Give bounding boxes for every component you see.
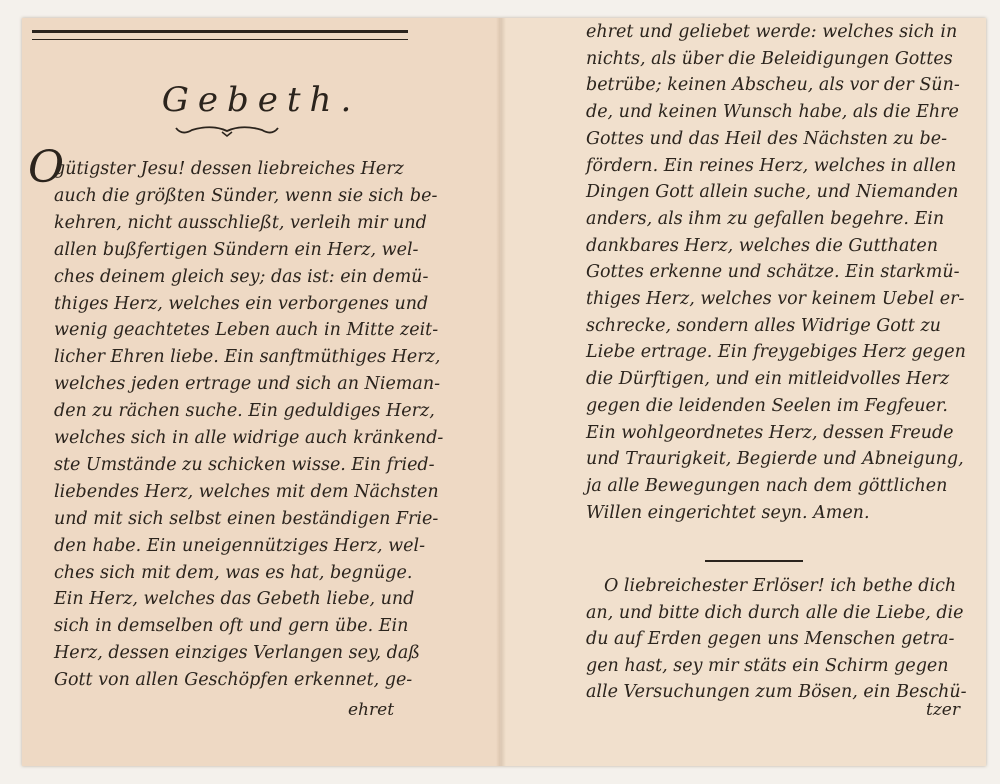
text-line: sich in demselben oft und gern übe. Ein	[54, 616, 409, 637]
text-line: Gottes und das Heil des Nächsten zu be-	[586, 128, 947, 149]
page-fold	[496, 18, 506, 766]
text-line: thiges Herz, welches ein verborgenes und	[54, 293, 429, 314]
text-line: Ein wohlgeordnetes Herz, dessen Freude	[586, 422, 954, 443]
text-line: dankbares Herz, welches die Gutthaten	[586, 235, 939, 256]
text-line: alle Versuchungen zum Bösen, ein Beschü-	[586, 682, 967, 702]
text-line: Willen eingerichtet seyn. Amen.	[586, 502, 870, 523]
right-page	[500, 18, 986, 766]
text-line: nichts, als über die Beleidigungen Gottes	[586, 48, 953, 69]
text-line: gen hast, sey mir stäts ein Schirm gegen	[586, 655, 949, 676]
text-line: O liebreichester Erlöser! ich bethe dich	[604, 576, 957, 596]
text-line: welches jeden ertrage und sich an Nieman-	[54, 374, 441, 395]
text-line: auch die größten Sünder, wenn sie sich be-	[54, 185, 438, 206]
text-line: Dingen Gott allein suche, und Niemanden	[586, 182, 959, 203]
text-line: kehren, nicht ausschließt, verleih mir und	[54, 212, 427, 233]
text-line: ehret und geliebet werde: welches sich in	[586, 22, 958, 42]
section-divider	[705, 560, 803, 562]
text-line: betrübe; keinen Abscheu, als vor der Sün-	[586, 75, 960, 96]
text-line: Liebe ertrage. Ein freygebiges Herz gegen	[586, 342, 966, 363]
left-page	[22, 18, 500, 766]
text-line: ches sich mit dem, was es hat, begnüge.	[54, 562, 413, 583]
header-rule	[32, 30, 408, 40]
text-line: ches deinem gleich sey; das ist: ein demü-	[54, 266, 429, 287]
text-line: Gott von allen Geschöpfen erkennet, ge-	[54, 670, 413, 691]
text-line: an, und bitte dich durch alle die Liebe, die	[586, 602, 964, 623]
text-line: welches sich in alle widrige auch kränkend-	[54, 428, 444, 448]
text-line: thiges Herz, welches vor keinem Uebel er-	[586, 289, 965, 309]
text-line: liebendes Herz, welches mit dem Nächsten	[54, 481, 439, 502]
text-line: Gottes erkenne und schätze. Ein starkmü-	[586, 262, 960, 283]
text-line: anders, als ihm zu gefallen begehre. Ein	[586, 208, 945, 229]
text-line: den habe. Ein uneigennütziges Herz, wel-	[54, 535, 425, 556]
text-line: du auf Erden gegen uns Menschen getra-	[586, 629, 955, 649]
document-sheet	[22, 18, 986, 766]
text-line: und Traurigkeit, Begierde und Abneigung,	[586, 449, 964, 470]
text-line: ja alle Bewegungen nach dem göttlichen	[586, 475, 948, 496]
right-catchword: tzer	[926, 700, 960, 720]
text-line: und mit sich selbst einen beständigen Frie-	[54, 508, 439, 529]
text-line: Ein Herz, welches das Gebeth liebe, und	[54, 589, 415, 610]
page-title: Gebeth.	[161, 80, 361, 120]
text-line: licher Ehren liebe. Ein sanftmüthiges Herz,	[54, 347, 441, 368]
text-line: Herz, dessen einziges Verlangen sey, daß	[54, 643, 420, 664]
text-line: wenig geachtetes Leben auch in Mitte zeit-	[54, 320, 439, 341]
text-line: die Dürftigen, und ein mitleidvolles Herz	[586, 369, 950, 390]
drop-cap: O	[28, 142, 65, 193]
text-line: gegen die leidenden Seelen im Fegfeuer.	[586, 395, 948, 416]
text-line: de, und keinen Wunsch habe, als die Ehre	[586, 102, 959, 123]
text-line: schrecke, sondern alles Widrige Gott zu	[586, 315, 941, 336]
text-line: den zu rächen suche. Ein geduldiges Herz,	[54, 401, 435, 422]
text-line: fördern. Ein reines Herz, welches in allen	[586, 155, 957, 176]
text-line: gütigster Jesu! dessen liebreiches Herz	[54, 159, 404, 179]
ornament-icon	[172, 122, 282, 138]
left-catchword: ehret	[348, 700, 395, 720]
text-line: ste Umstände zu schicken wisse. Ein fried-	[54, 454, 435, 475]
text-line: allen bußfertigen Sündern ein Herz, wel-	[54, 239, 419, 260]
